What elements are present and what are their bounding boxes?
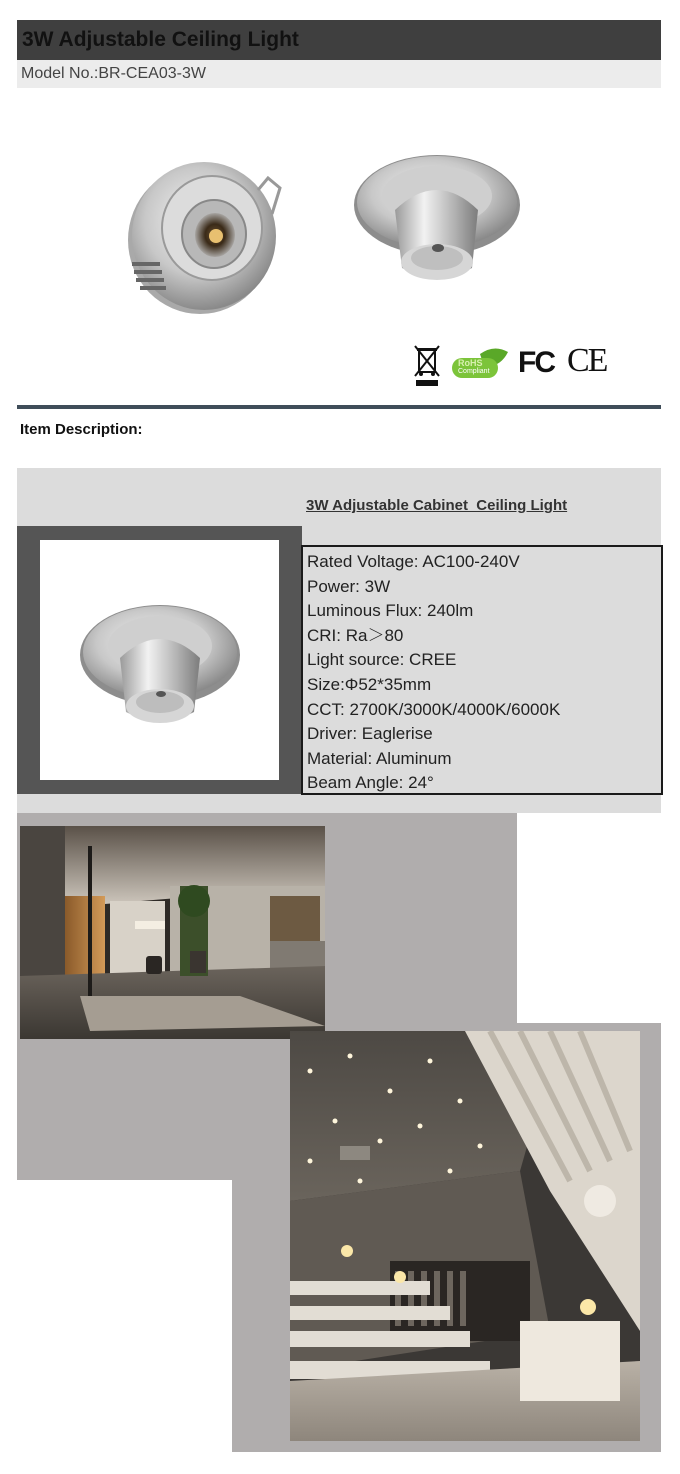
crossed-bin-icon <box>413 344 441 388</box>
spec-item: Luminous Flux: 240lm <box>307 601 474 621</box>
product-image-front <box>128 162 280 314</box>
spec-box <box>301 545 663 795</box>
spec-item: CCT: 2700K/3000K/4000K/6000K <box>307 699 561 719</box>
shop-photo <box>290 1031 640 1441</box>
product-image-detail <box>40 540 279 780</box>
product-photo <box>40 540 279 780</box>
item-description-heading: Item Description: <box>20 421 143 438</box>
spec-list <box>303 547 661 796</box>
spec-item: Driver: Eaglerise <box>307 724 433 744</box>
spec-item: Material: Aluminum <box>307 748 452 768</box>
spec-item: Power: 3W <box>307 576 391 596</box>
rohs-label: RoHS <box>458 358 483 368</box>
spec-item: Light source: CREE <box>307 650 457 670</box>
product-image-side <box>354 155 520 280</box>
ce-logo: CE <box>567 342 607 379</box>
page-title: 3W Adjustable Ceiling Light <box>22 28 299 51</box>
spec-item: CRI: Ra＞80 <box>307 625 404 645</box>
rohs-compliant-label: Compliant <box>458 368 490 375</box>
model-number: Model No.:BR-CEA03-3W <box>21 65 206 82</box>
fc-logo: FC <box>518 346 554 379</box>
spec-heading: 3W Adjustable Cabinet Ceiling Light <box>306 497 568 514</box>
product-images <box>0 0 680 330</box>
spec-item: Size:Φ52*35mm <box>307 674 432 694</box>
spec-item: Rated Voltage: AC100-240V <box>307 552 520 571</box>
section-divider <box>17 405 661 409</box>
spec-item: Beam Angle: 24° <box>307 773 434 793</box>
lobby-photo <box>20 826 325 1039</box>
rohs-badge <box>450 346 510 382</box>
